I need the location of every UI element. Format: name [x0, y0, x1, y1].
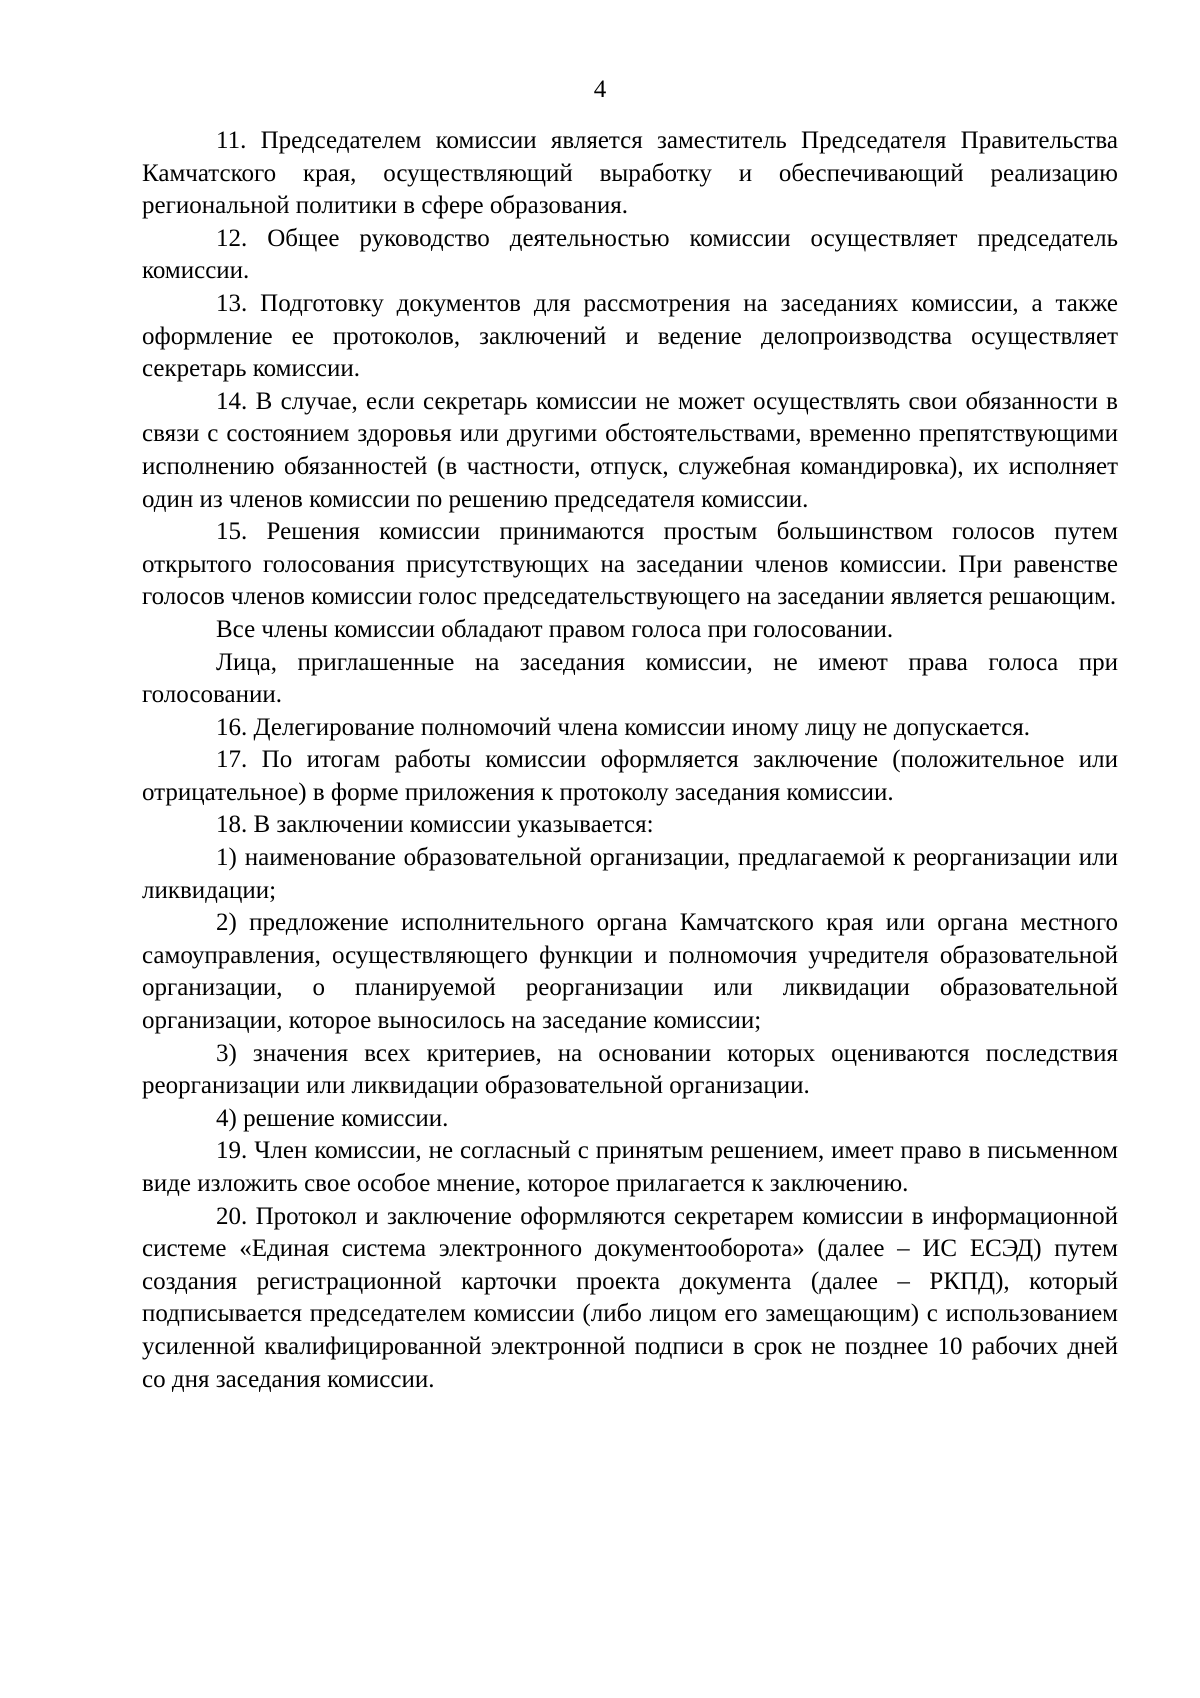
paragraph-20: 20. Протокол и заключение оформляются секретарем комиссии в информационной системе «Единая система электронного документооборота» (далее – ИС ЕСЭД) путем создания регистрационной карточки проекта документа (далее – РКПД), который подписывается председателем комиссии (либо лицом его замещающим) с использованием усиленной квалифицированной электронной подписи в срок не позднее 10 рабочих дней со дня заседания комиссии. [142, 1202, 1118, 1393]
paragraph-15: 15. Решения комиссии принимаются простым большинством голосов путем открытого голосования присутствующих на заседании членов комиссии. При равенстве голосов членов комиссии голос председательствующего на заседании является решающим. [142, 518, 1118, 611]
paragraph-16: 16. Делегирование полномочий члена комиссии иному лицу не допускается. [216, 713, 1030, 741]
paragraph-14: 14. В случае, если секретарь комиссии не может осуществлять свои обязанности в связи с состоянием здоровья или другими обстоятельствами, временно препятствующими исполнению обязанностей (в частности, отпуск, служебная командировка), их исполняет один из членов комиссии по решению председателя комиссии. [142, 387, 1118, 513]
paragraph-18-item-1: 1) наименование образовательной организации, предлагаемой к реорганизации или ликвидации; [142, 844, 1118, 904]
paragraph-12: 12. Общее руководство деятельностью комиссии осуществляет председатель комиссии. [142, 224, 1118, 285]
paragraph-18-item-3: 3) значения всех критериев, на основании которых оцениваются последствия реорганизации или ликвидации образовательной организации. [142, 1039, 1118, 1100]
paragraph-18-item-4: 4) решение комиссии. [216, 1104, 449, 1132]
paragraph-15-invited-persons: Лица, приглашенные на заседания комиссии, не имеют права голоса при голосовании. [142, 648, 1118, 709]
paragraph-15-voting-rights: Все члены комиссии обладают правом голоса при голосовании. [216, 615, 894, 643]
paragraph-13: 13. Подготовку документов для рассмотрения на заседаниях комиссии, а также оформление ее протоколов, заключений и ведение делопроизводства осуществляет секретарь комиссии. [142, 289, 1118, 383]
paragraph-18-item-2: 2) предложение исполнительного органа Камчатского края или органа местного самоуправления, осуществляющего функции и полномочия учредителя образовательной организации, о планируемой реорганизации или ликвидации образовательной организации, которое выносилось на заседание комиссии; [142, 909, 1118, 1035]
page-number: 4 [593, 76, 607, 103]
document-body [142, 125, 1118, 1396]
paragraph-19: 19. Член комиссии, не согласный с принятым решением, имеет право в письменном виде изложить свое особое мнение, которое прилагается к заключению. [142, 1137, 1118, 1197]
paragraph-18: 18. В заключении комиссии указывается: [216, 811, 654, 839]
paragraph-17: 17. По итогам работы комиссии оформляется заключение (положительное или отрицательное) в форме приложения к протоколу заседания комиссии. [142, 746, 1118, 806]
paragraph-11: 11. Председателем комиссии является заместитель Председателя Правительства Камчатского края, осуществляющий выработку и обеспечивающий реализацию региональной политики в сфере образования. [142, 127, 1118, 220]
